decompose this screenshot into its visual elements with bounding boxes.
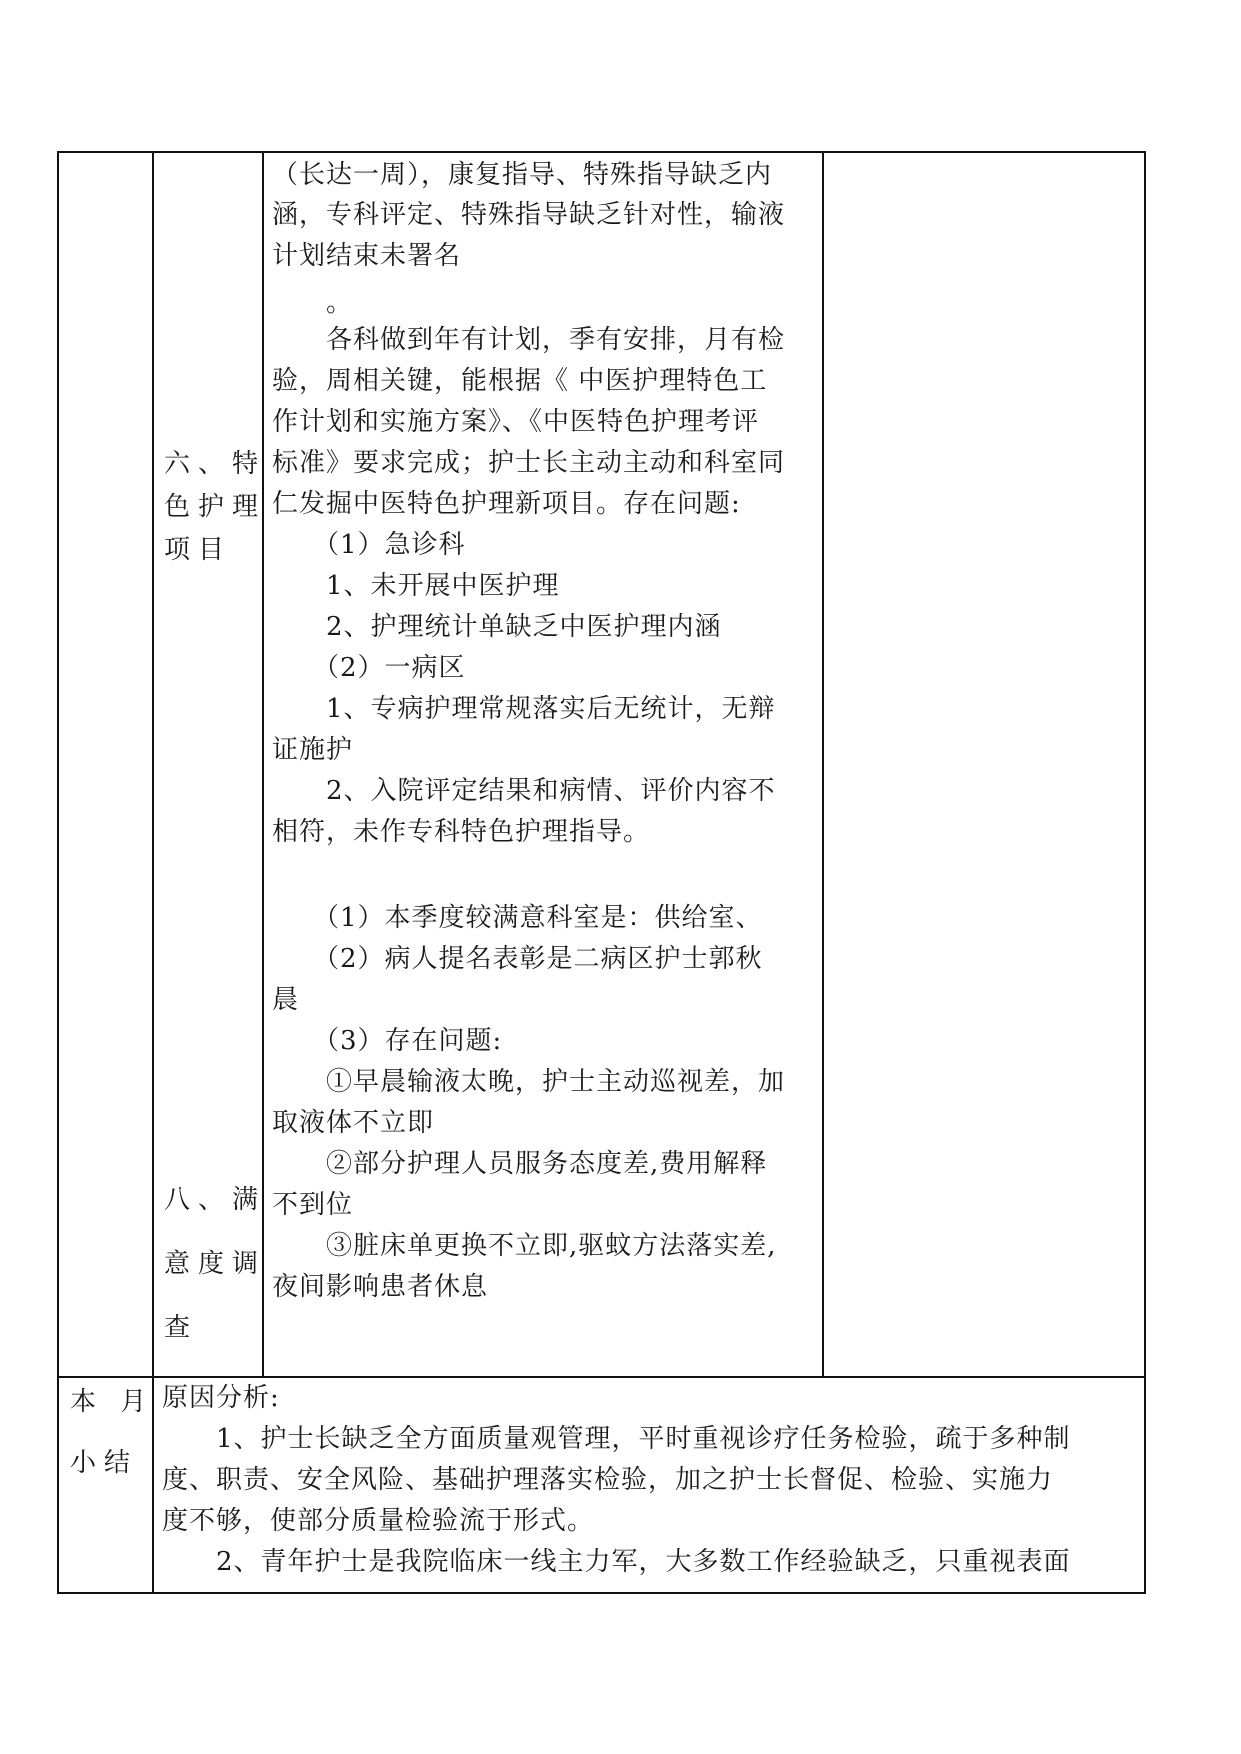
content-line: ③脏床单更换不立即,驱蚊方法落实差,	[272, 1231, 777, 1261]
content-line: 2、护理统计单缺乏中医护理内涵	[272, 612, 722, 642]
column-divider-3	[822, 151, 824, 1377]
content-line: 作计划和实施方案》、《中医特色护理考评	[272, 407, 760, 437]
table-border-top	[57, 151, 1146, 153]
content-line: 涵，专科评定、特殊指导缺乏针对性，输液	[272, 200, 786, 230]
content-line: 证施护	[272, 735, 354, 765]
content-line: 。	[272, 288, 354, 318]
content-line: 晨	[272, 985, 300, 1015]
content-line: ②部分护理人员服务态度差,费用解释	[272, 1149, 768, 1179]
content-line: （1）本季度较满意科室是：供给室、	[272, 903, 763, 933]
content-line: 1、未开展中医护理	[272, 571, 560, 601]
content-line: 1、专病护理常规落实后无统计，无辩	[272, 694, 776, 724]
content-line: 标准》要求完成；护士长主动主动和科室同	[272, 448, 786, 478]
category-line: 项目	[164, 535, 233, 565]
category-line: 八、满	[164, 1185, 267, 1215]
content-line: （1）急诊科	[272, 530, 466, 560]
content-line: 不到位	[272, 1190, 354, 1220]
category-line: 色护理	[164, 492, 267, 522]
content-line: 各科做到年有计划，季有安排，月有检	[272, 325, 786, 355]
content-line: 2、入院评定结果和病情、评价内容不	[272, 776, 776, 806]
content-line: （长达一周），康复指导、特殊指导缺乏内	[272, 160, 773, 190]
content-line: ①早晨输液太晚，护士主动巡视差，加	[272, 1067, 786, 1097]
table-border-bottom	[57, 1592, 1146, 1594]
content-line: 相符，未作专科特色护理指导。	[272, 817, 651, 847]
category-line: 六、特	[164, 449, 267, 479]
summary-line: 2、青年护士是我院临床一线主力军，大多数工作经验缺乏，只重视表面	[162, 1547, 1071, 1577]
content-line: 计划结束未署名	[272, 241, 462, 271]
summary-line: 原因分析:	[162, 1383, 280, 1413]
content-line: 取液体不立即	[272, 1108, 435, 1138]
summary-line: 度、职责、安全风险、基础护理落实检验，加之护士长督促、检验、实施力	[162, 1465, 1054, 1495]
content-line: （2）一病区	[272, 653, 466, 683]
category-line: 意度调	[164, 1249, 267, 1279]
content-line: 夜间影响患者休息	[272, 1272, 489, 1302]
category-line: 查	[164, 1313, 199, 1343]
summary-label-line: 小结	[70, 1448, 139, 1478]
content-line: （2）病人提名表彰是二病区护士郭秋	[272, 944, 763, 974]
content-line: 仁发掘中医特色护理新项目。存在问题:	[272, 489, 741, 519]
summary-label-line: 本 月	[70, 1387, 155, 1417]
content-line: （3）存在问题:	[272, 1026, 503, 1056]
summary-line: 1、护士长缺乏全方面质量观管理，平时重视诊疗任务检验，疏于多种制	[162, 1424, 1071, 1454]
summary-line: 度不够，使部分质量检验流于形式。	[162, 1506, 595, 1536]
content-line: 验，周相关键，能根据《 中医护理特色工	[272, 366, 768, 396]
